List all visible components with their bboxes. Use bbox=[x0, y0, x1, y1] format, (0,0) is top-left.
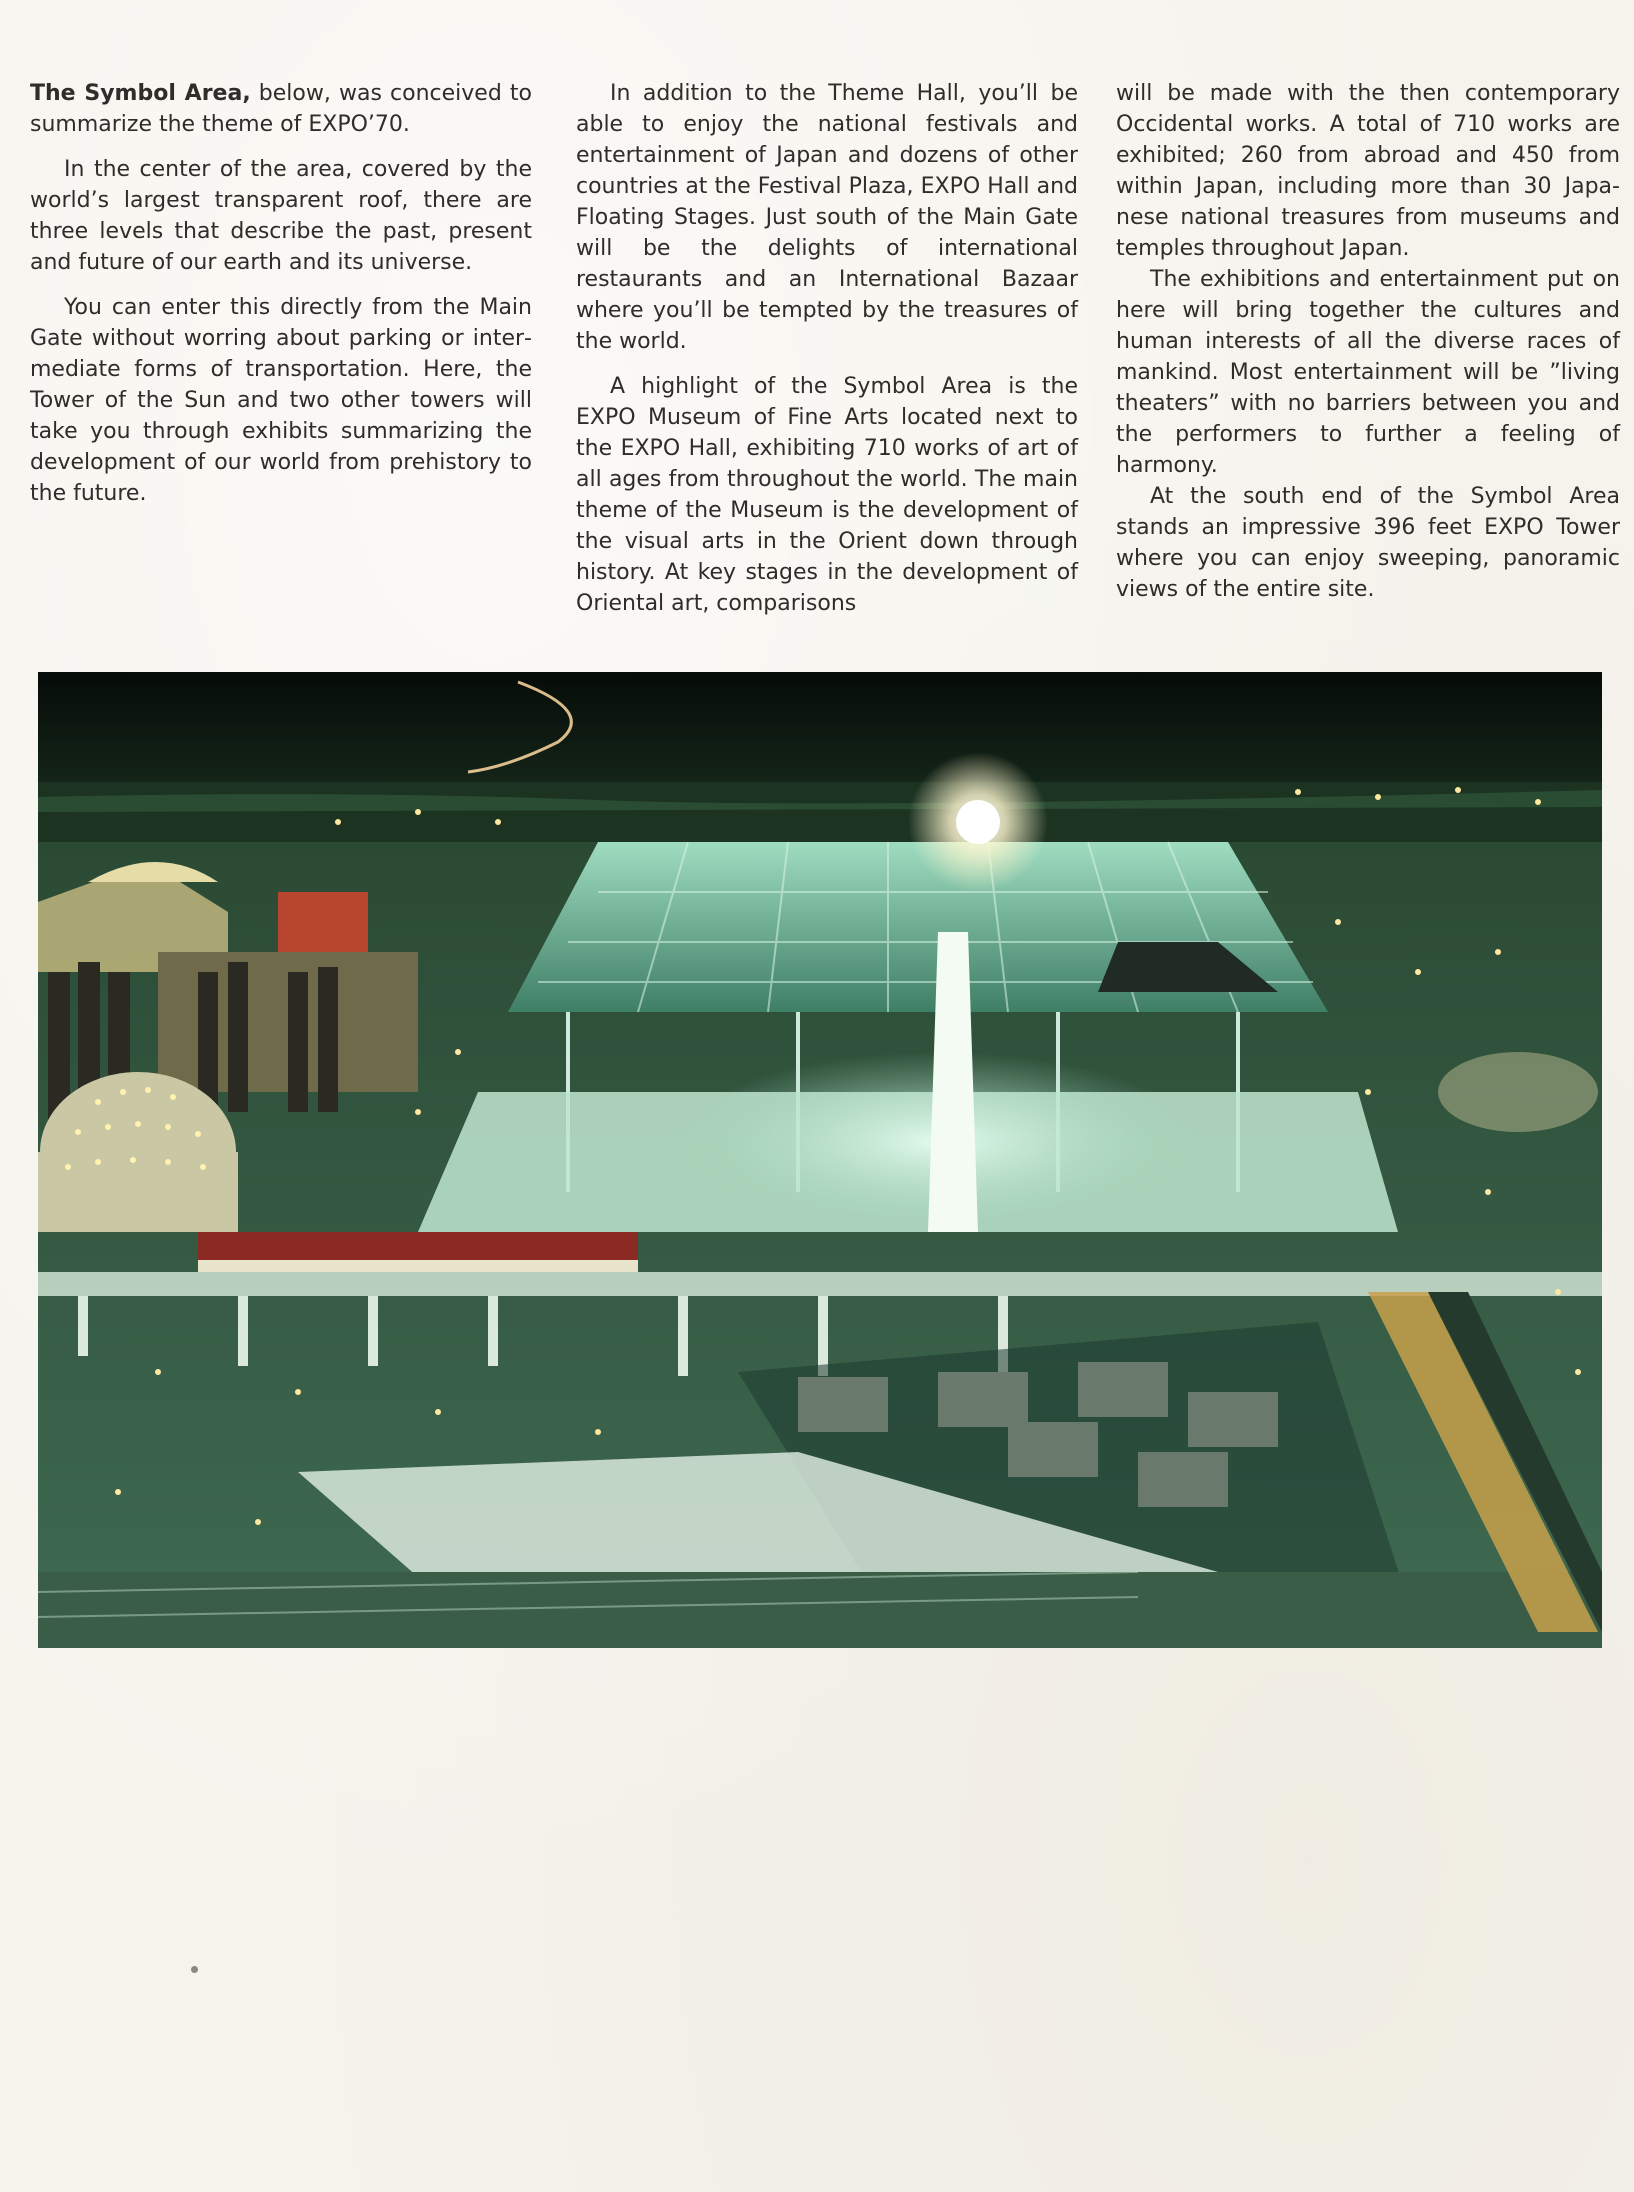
paragraph: You can enter this directly from the Main Gate without worring about parking or intermediate forms of transportation. Here, the Tower of the Sun and two other towers will take you through exhibits summarizing the development of our world from prehistory to the future. bbox=[30, 295, 532, 506]
paragraph: In addition to the Theme Hall, you’ll be able to enjoy the national festivals and entertainment of Japan and dozens of other countries at the Festival Plaza, EXPO Hall and Floating Stages. Just south of the Main Gate will be the delights of international restaurants and an International Bazaar where you’ll be tempted by the treasures of the world. bbox=[576, 81, 1078, 354]
paragraph-text: below, was conceived to summarize the theme of EXPO’70. bbox=[30, 81, 532, 137]
paper-speck bbox=[191, 1966, 198, 1973]
symbol-area-night-photo bbox=[38, 672, 1602, 1648]
red-pavilion bbox=[278, 892, 368, 952]
text-column-3 bbox=[1116, 78, 1620, 619]
paragraph: will be made with the then contemporary Occidental works. A total of 710 works are exhibited; 260 from abroad and 450 from within Japan, including more than 30 Japanese national treasures from museums and temples throughout Japan. bbox=[1116, 81, 1620, 261]
paragraph: In the center of the area, covered by the world’s largest transparent roof, there are three levels that describe the past, present and future of our earth and its universe. bbox=[30, 157, 532, 275]
red-roof-building bbox=[198, 1232, 638, 1260]
tower-light bbox=[956, 800, 1000, 844]
photo-illustration bbox=[38, 672, 1602, 1648]
lead-heading: The Symbol Area, bbox=[30, 81, 251, 106]
paragraph: A highlight of the Symbol Area is the EXPO Museum of Fine Arts located next to the EXPO Hall, exhibiting 710 works of art of all ages from throughout the world. The main theme of the Museum is the development of the visual arts in the Orient down through history. At key stages in the development of Oriental art, comparisons bbox=[576, 374, 1078, 616]
paragraph: The exhibitions and entertainment put on here will bring together the cultures and human interests of all the diverse races of mankind. Most entertainment will be ”living theaters” with no barriers between you and the performers to further a feeling of harmony. bbox=[1116, 267, 1620, 478]
paragraph bbox=[30, 78, 532, 140]
tree-lights bbox=[1438, 1052, 1598, 1132]
foreground-road bbox=[38, 1572, 1602, 1648]
building-edge bbox=[198, 1260, 638, 1272]
text-column-2 bbox=[576, 78, 1078, 633]
elevated-walkway bbox=[38, 1272, 1602, 1296]
text-column-1 bbox=[30, 78, 532, 523]
paragraph: At the south end of the Symbol Area stands an impressive 396 feet EXPO Tower where you can enjoy sweeping, panoramic views of the entire site. bbox=[1116, 484, 1620, 602]
far-horizon bbox=[38, 782, 1602, 852]
